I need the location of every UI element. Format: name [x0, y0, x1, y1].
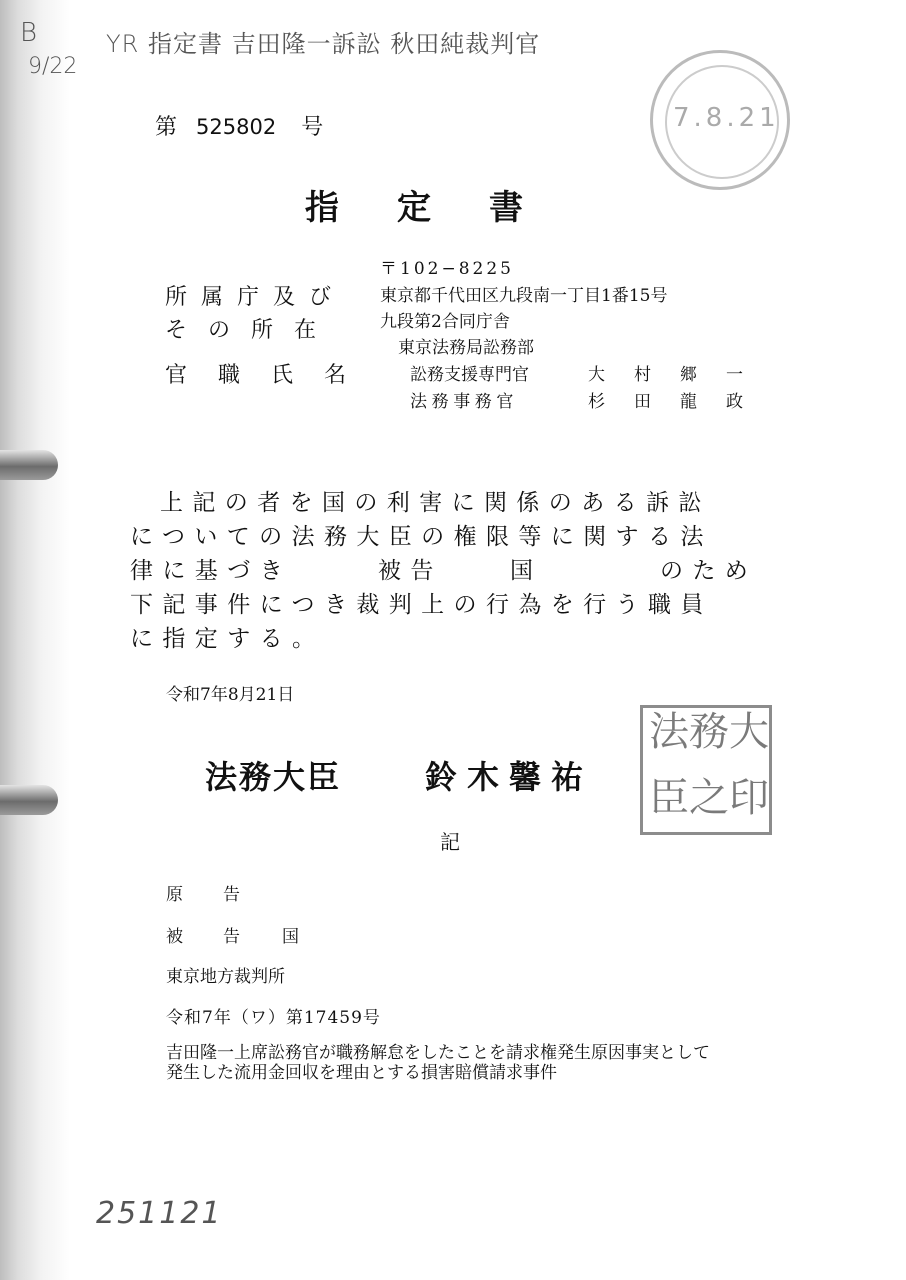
- handwritten-bottom-number: 251121: [96, 1196, 223, 1231]
- case-number: 令和7年（ワ）第17459号: [166, 1008, 381, 1028]
- punch-hole-bottom: [0, 785, 58, 815]
- body-defendant-value: 国: [510, 558, 543, 584]
- seal-char: 務: [689, 709, 729, 755]
- officer-1-name: 大 村 郷 一: [588, 365, 749, 385]
- doc-number-value: 525802: [196, 115, 277, 139]
- court-name: 東京地方裁判所: [166, 967, 285, 987]
- seal-char: 之: [689, 775, 729, 821]
- minister-title: 法務大臣: [205, 758, 342, 796]
- doc-number-suffix: 号: [301, 115, 324, 140]
- address-line1: 東京都千代田区九段南一丁目1番15号: [380, 286, 668, 306]
- scan-shadow: [0, 0, 70, 1280]
- address-postal: 〒102−8225: [380, 259, 514, 279]
- body-line-2: についての法務大臣の権限等に関する法: [130, 524, 713, 550]
- handwritten-mark: B: [20, 18, 38, 48]
- case-name-line1: 吉田隆一上席訟務官が職務解怠をしたことを請求権発生原因事実として: [166, 1043, 710, 1063]
- case-name-line2: 発生した流用金回収を理由とする損害賠償請求事件: [166, 1063, 557, 1083]
- label-office-line2: その所在: [165, 318, 338, 343]
- document-title: 指定書: [305, 188, 581, 228]
- defendant-value: 国: [282, 927, 299, 947]
- plaintiff-label: 原告: [166, 885, 280, 905]
- body-line-1: 上記の者を国の利害に関係のある訴訟: [160, 490, 711, 516]
- punch-hole-top: [0, 450, 58, 480]
- ki-heading: 記: [440, 830, 460, 854]
- label-name: 官職氏名: [165, 363, 378, 388]
- minister-name: 鈴木馨祐: [425, 758, 594, 796]
- address-dept: 東京法務局訟務部: [398, 338, 534, 358]
- defendant-label: 被告: [166, 927, 280, 947]
- body-line-4: 下記事件につき裁判上の行為を行う職員: [130, 592, 713, 618]
- minister-seal: [640, 705, 772, 835]
- issue-date: 令和7年8月21日: [166, 685, 295, 705]
- handwritten-date: 9/22: [28, 54, 78, 79]
- doc-number: [155, 110, 323, 141]
- doc-number-prefix: 第: [155, 115, 178, 140]
- seal-char: 臣: [649, 775, 689, 821]
- officer-2-name: 杉 田 龍 政: [588, 392, 749, 412]
- receipt-stamp-date: 7.8.21: [673, 103, 780, 133]
- officer-1-title: 訟務支援専門官: [410, 365, 529, 385]
- officer-2-title: 法務事務官: [410, 392, 518, 412]
- receipt-stamp: [650, 50, 790, 190]
- body-line-3: 律に基づき: [130, 558, 292, 584]
- handwritten-note: YR 指定書 吉田隆一訴訟 秋田純裁判官: [106, 30, 541, 58]
- seal-char: 印: [729, 775, 769, 821]
- label-office-line1: 所属庁及び: [165, 285, 346, 310]
- body-line-5: に指定する。: [130, 626, 325, 652]
- body-defendant-label: 被告: [378, 558, 443, 584]
- seal-char: 法: [649, 709, 689, 755]
- address-line2: 九段第2合同庁舎: [380, 312, 510, 332]
- seal-char: 大: [729, 709, 769, 755]
- body-line-3-end: のため: [660, 558, 758, 584]
